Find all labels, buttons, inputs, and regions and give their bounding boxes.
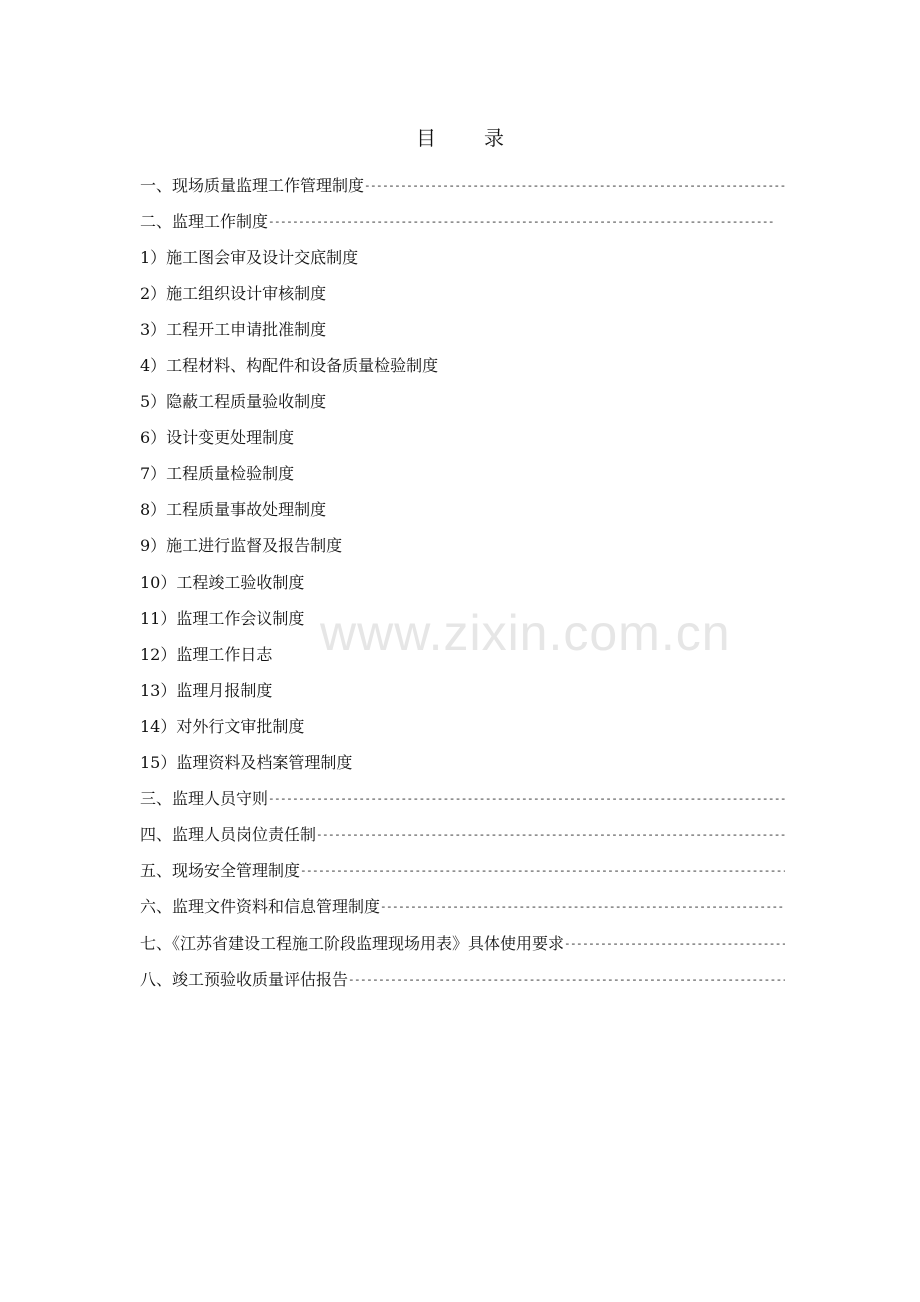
watermark: www.zixin.com.cn	[320, 605, 731, 661]
toc-entry-text: 10）工程竣工验收制度	[140, 572, 305, 592]
toc-entry-text: 6）设计变更处理制度	[140, 428, 295, 448]
toc-entry-text: 1）施工图会审及设计交底制度	[140, 247, 359, 267]
toc-entry-text: 二、监理工作制度	[140, 211, 269, 231]
toc-subentry-9	[140, 527, 785, 563]
toc-entry-text: 8）工程质量事故处理制度	[140, 500, 327, 520]
toc-entry-4	[140, 816, 785, 852]
toc-subentry-7	[140, 455, 785, 491]
toc-entry-8	[140, 960, 785, 996]
toc-entry-text: 四、监理人员岗位责任制	[140, 825, 317, 845]
toc-entry-7	[140, 924, 785, 960]
toc-entry-text: 7）工程质量检验制度	[140, 464, 295, 484]
toc-entry-text: 八、竣工预验收质量评估报告	[140, 969, 349, 989]
toc-leader	[316, 828, 785, 841]
toc-entry-text: 13）监理月报制度	[140, 680, 273, 700]
toc-entry-text: 七、《江苏省建设工程施工阶段监理现场用表》具体使用要求	[140, 933, 565, 953]
toc-subentry-4	[140, 346, 785, 382]
toc-leader	[380, 900, 785, 913]
toc-entry-text: 12）监理工作日志	[140, 644, 273, 664]
toc-entry-5	[140, 852, 785, 888]
toc-leader	[564, 937, 785, 950]
toc-entry-text: 三、监理人员守则	[140, 789, 269, 809]
toc-subentry-2	[140, 274, 785, 310]
toc-subentry-10	[140, 563, 785, 599]
toc-subentry-13	[140, 671, 785, 707]
toc-entry-text: 15）监理资料及档案管理制度	[140, 753, 353, 773]
toc-subentry-1	[140, 238, 785, 274]
toc-subentry-5	[140, 383, 785, 419]
toc-entry-text: 5）隐蔽工程质量验收制度	[140, 392, 327, 412]
toc-subentry-14	[140, 707, 785, 743]
toc-entry-text: 一、现场质量监理工作管理制度	[140, 175, 365, 195]
toc-subentry-8	[140, 491, 785, 527]
toc-subentry-15	[140, 744, 785, 780]
toc-leader	[300, 864, 785, 877]
toc-subentry-6	[140, 419, 785, 455]
toc-entry-text: 五、现场安全管理制度	[140, 861, 301, 881]
toc-entry-text: 3）工程开工申请批准制度	[140, 319, 327, 339]
toc-entry-6	[140, 888, 785, 924]
toc-title: 目 录	[416, 126, 518, 150]
toc-entry-text: 11）监理工作会议制度	[140, 608, 305, 628]
toc-entry-text: 4）工程材料、构配件和设备质量检验制度	[140, 356, 439, 376]
toc-leader	[364, 179, 785, 192]
toc-entry-3	[140, 780, 785, 816]
toc-leader	[268, 792, 785, 805]
toc-subentry-3	[140, 310, 785, 346]
toc-entry-text: 2）施工组织设计审核制度	[140, 283, 327, 303]
toc-entry-1	[140, 166, 785, 202]
toc-entry-text: 9）施工进行监督及报告制度	[140, 536, 343, 556]
toc-entry-text: 六、监理文件资料和信息管理制度	[140, 897, 381, 917]
table-of-contents	[140, 166, 785, 996]
toc-entry-text: 14）对外行文审批制度	[140, 716, 305, 736]
toc-entry-2	[140, 202, 775, 238]
toc-leader	[268, 215, 775, 228]
toc-leader	[348, 973, 785, 986]
